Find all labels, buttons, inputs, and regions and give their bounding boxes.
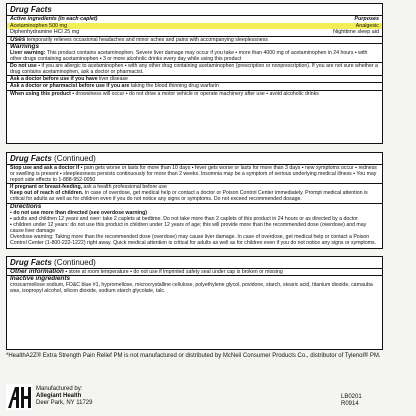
- pregnancy-warning: If pregnant or breast-feeding, ask a health professional before use: [10, 184, 167, 191]
- manufacturer-name: Allegiant Health: [36, 393, 82, 400]
- drug-facts-panel-3: [6, 256, 383, 350]
- direction-1: ▪ do not use more than directed (see overdose warning): [10, 209, 148, 216]
- ingredient-row-acetaminophen: Acetaminophen 500 mg Analgesic: [7, 23, 382, 30]
- when-using: When using this product ▪ drowsiness will occur ▪ do not drive a motor vehicle or operate machinery after use ▪ avoid alcoholic drinks: [10, 90, 319, 97]
- stop-use: Stop use and ask a doctor if ▪ pain gets worse or lasts for more than 10 days ▪ fever gets worse or lasts for more than 3 days ▪ new symptoms occur ▪ redness or swelling is present ▪ sleeplessness persists continuously for more than 2 weeks. Insomnia may be a symptom of serious underlying medical illness ▪ You may report side effects to 1-888-952-0050: [10, 165, 377, 184]
- panel-1-title: Drug Facts: [10, 5, 52, 14]
- ask-doctor: Ask a doctor before use if you have liver disease: [10, 76, 128, 83]
- lot-code: LB0201: [341, 394, 362, 400]
- panel-3-title: Drug Facts (Continued): [10, 258, 96, 267]
- do-not-use: Do not use ▪ if you are allergic to acetaminophen ▪ with any other drug containing acetaminophen (prescription or nonprescription). If you are not sure whether a drug contains acetaminophen, ask a doctor or pharmacist.: [10, 63, 378, 76]
- inactive-ingredients-heading: Inactive ingredients: [10, 275, 71, 283]
- manufacturer-block: [36, 386, 92, 408]
- active-ingredients-header: Active ingredients (in each caplet) Purposes: [10, 16, 379, 22]
- warnings-heading: Warnings: [10, 42, 39, 50]
- uses-section: Uses temporarily relieves occasional headaches and minor aches and pains with accompanying sleeplessness: [10, 35, 268, 43]
- other-information: Other information ▪ store at room temperature ▪ do not use if imprinted safety seal under cap is broken or missing: [10, 268, 283, 275]
- code-block: [341, 394, 362, 408]
- drug-facts-panel-2: [6, 152, 383, 249]
- ask-pharmacist: Ask a doctor or pharmacist before use if you are taking the blood thinning drug warfarin: [10, 83, 219, 90]
- direction-3: ▪ children under 12 years: do not use this product in children under 12 years of age; this will provide more than the recommended dose (overdose) and may cause liver damage: [10, 221, 367, 234]
- directions-heading: Directions: [10, 202, 42, 210]
- disclaimer-text: *HealthA2Z® Extra Strength Pain Relief PM is not manufactured or distributed by McNeil Consumer Products Co., distributor of Tylenol® PM.: [6, 353, 381, 359]
- inactive-ingredients-list: croscarmellose sodium, FD&C blue #1, hypromellose, microcrystalline cellulose, polyethylene glycol, povidone, starch, stearic acid, titanium dioxide, carnauba wax, isopropyl alcohol, silicon dioxide, sodium starch glycolate, talc.: [10, 282, 373, 295]
- manufacturer-address: Deer Park, NY 11729: [36, 400, 93, 407]
- overdose-warning: Overdose warning: Taking more than the recommended dose (overdose) may cause liver damage. In case of overdose, get medical help or contact a Poison Control Center (1-800-222-1222) right away. Quick medical attention is critical for adults as well as for children even if you do not notice any signs or symptoms.: [10, 234, 377, 247]
- allegiant-health-logo-icon: [6, 384, 32, 410]
- panel-2-title: Drug Facts (Continued): [10, 154, 96, 163]
- revision-code: R0914: [341, 401, 359, 408]
- manufacturer-label: Manufactured by:: [36, 386, 83, 392]
- keep-out-of-reach: Keep out of reach of children. In case of overdose, get medical help or contact a doctor or Poison Control Center immediately. Prompt medical attention is critical for adults as well as for children even if you do not notice any signs or symptoms. Do not exceed recommended dosage.: [10, 190, 368, 203]
- drug-facts-panel-1: [6, 3, 383, 144]
- direction-2: ▪ adults and children 12 years and over: take 2 caplets at bedtime. Do not take more than 2 caplets of this product in 24 hours or as directed by a doctor: [10, 215, 358, 222]
- ingredient-row-diphenhydramine: Diphenhydramine HCl 25 mg Nighttime sleep aid: [10, 29, 379, 36]
- liver-warning: Liver warning: This product contains acetaminophen. Severe liver damage may occur if you take ▪ more than 4000 mg of acetaminophen in 24 hours ▪ with other drugs containing acetaminophen ▪ 3 or more alcoholic drinks every day while using this product: [10, 49, 368, 63]
